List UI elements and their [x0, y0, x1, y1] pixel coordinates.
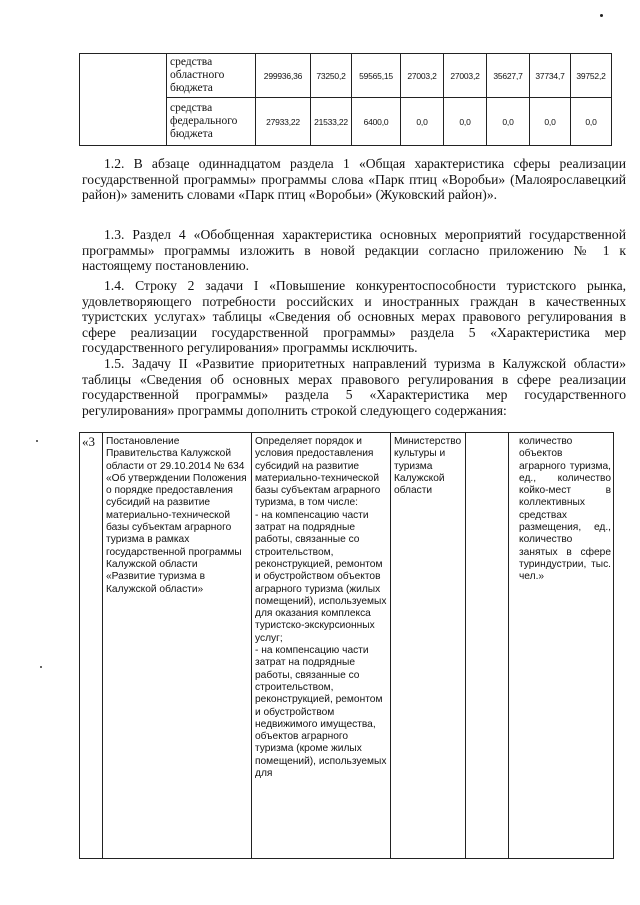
indicators-cell	[509, 433, 614, 859]
scan-speck	[600, 14, 603, 17]
paragraph-text: 1.5. Задачу II «Развитие приоритетных направлений туризма в Калужской области» таблицы «Сведения об основных мерах правового регулирования в сфере реализации государственной программы» раздела 5 «Характеристика мер государственного регулирования» программы дополнить строкой следующего содержания:	[82, 356, 626, 418]
paragraph-1-4	[82, 278, 626, 356]
regulation-table	[79, 432, 614, 859]
value-cell: 299936,36	[256, 54, 311, 98]
document-cell	[103, 433, 252, 859]
row-label: средства федерального бюджета	[167, 98, 256, 146]
row-number-cell	[80, 433, 103, 859]
deadline-text	[466, 433, 508, 439]
scan-speck	[40, 666, 42, 668]
row-label: средства областного бюджета	[167, 54, 256, 98]
paragraph-1-3	[82, 227, 626, 274]
row-number: «3	[82, 434, 95, 449]
value-cell: 0,0	[530, 98, 571, 146]
value-cell: 0,0	[444, 98, 487, 146]
value-cell: 73250,2	[311, 54, 352, 98]
description-cell	[252, 433, 391, 859]
table-row	[80, 54, 612, 98]
document-name: Постановление Правительства Калужской области от 29.10.2014 № 634 «Об утверждении Положения о порядке предоставления субсидий на развитие материально-технической базы субъектам аграрного туризма в рамках государственной программы Калужской области «Развитие туризма в Калужской области»	[106, 436, 247, 595]
value-cell: 39752,2	[571, 54, 612, 98]
paragraph-text: 1.4. Строку 2 задачи I «Повышение конкурентоспособности туристского рынка, удовлетворяющего потребности российских и иностранных граждан в качественных туристских услугах» таблицы «Сведения об основных мерах правового регулирования в сфере реализации государственной программы» раздела 5 «Характеристика мер государственного регулирования» программы исключить.	[82, 278, 626, 356]
budget-table	[79, 53, 612, 146]
value-cell: 27003,2	[401, 54, 444, 98]
value-cell: 59565,15	[352, 54, 401, 98]
executor-cell	[391, 433, 466, 859]
deadline-cell	[466, 433, 509, 859]
value-cell: 0,0	[401, 98, 444, 146]
scan-speck	[36, 440, 38, 442]
paragraph-1-5	[82, 356, 626, 418]
value-cell: 35627,7	[487, 54, 530, 98]
value-cell: 0,0	[487, 98, 530, 146]
value-cell: 27003,2	[444, 54, 487, 98]
value-cell: 6400,0	[352, 98, 401, 146]
description-text: Определяет порядок и условия предоставления субсидий на развитие материально-технической базы субъектам аграрного туризма, в том числе: - на компенсацию части затрат на подрядные работы, связанные со строительством, реконструкцией, ремонтом и обустройством объектов аграрного туризма (жилых помещений), используемых для оказания комплекса туристско-экскурсионных услуг; - на компенсацию части затрат на подрядные работы, связанные со строительством, реконструкцией, ремонтом и обустройством недвижимого имущества, объектов аграрного туризма (кроме жилых помещений), используемых для	[255, 436, 387, 780]
value-cell: 21533,22	[311, 98, 352, 146]
value-cell: 37734,7	[530, 54, 571, 98]
empty-cell	[80, 54, 167, 146]
paragraph-text: 1.2. В абзаце одиннадцатом раздела 1 «Общая характеристика сферы реализации государственной программы» программы слова «Парк птиц «Воробьи» (Малоярославецкий район)» заменить словами «Парк птиц «Воробьи» (Жуковский район)».	[82, 156, 626, 203]
paragraph-text: 1.3. Раздел 4 «Обобщенная характеристика основных мероприятий государственной программы» программы изложить в новой редакции согласно приложению № 1 к настоящему постановлению.	[82, 227, 626, 274]
executor-text: Министерство культуры и туризма Калужской области	[394, 436, 462, 497]
table-row	[80, 433, 614, 859]
value-cell: 27933,22	[256, 98, 311, 146]
indicators-text: количество объектов аграрного туризма, ед., количество койко-мест в коллективных средствах размещения, ед., количество занятых в сфере туриндустрии, тыс. чел.»	[519, 436, 611, 583]
value-cell: 0,0	[571, 98, 612, 146]
paragraph-1-2	[82, 156, 626, 203]
